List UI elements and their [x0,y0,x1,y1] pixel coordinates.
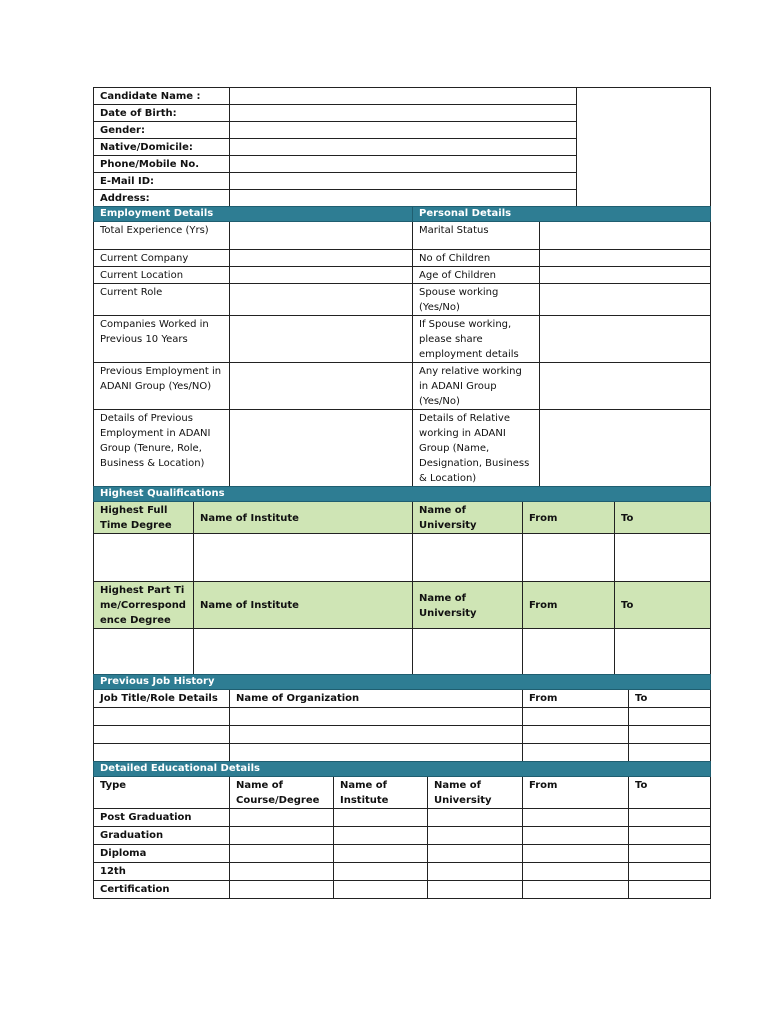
candidate-name-field[interactable] [230,88,577,105]
phone-field[interactable] [230,156,577,173]
edu-from-field[interactable] [523,845,629,863]
native-field[interactable] [230,139,577,156]
job-history-row [94,708,711,726]
edu-to-field[interactable] [629,827,711,845]
companies-worked-label: Companies Worked in Previous 10 Years [94,316,230,363]
edu-from-field[interactable] [523,809,629,827]
current-location-label: Current Location [94,267,230,284]
full-time-institute-field[interactable] [194,534,413,582]
marital-status-field[interactable] [540,222,711,250]
job-from-field[interactable] [523,726,629,744]
course-field[interactable] [230,827,334,845]
institute-field[interactable] [334,827,428,845]
highest-qualifications-header: Highest Qualifications [94,487,711,502]
part-time-degree-field[interactable] [94,629,194,675]
institute-field[interactable] [334,863,428,881]
part-time-university-label: Name of University [413,582,523,629]
candidate-form [93,87,710,899]
part-time-from-label: From [523,582,615,629]
job-to-field[interactable] [629,744,711,762]
job-history-row [94,726,711,744]
job-to-col-header: To [629,690,711,708]
organization-field[interactable] [230,744,523,762]
age-of-children-label: Age of Children [413,267,540,284]
edu-from-field[interactable] [523,863,629,881]
job-title-col-header: Job Title/Role Details [94,690,230,708]
current-role-field[interactable] [230,284,413,316]
marital-status-label: Marital Status [413,222,540,250]
spouse-employment-label: If Spouse working, please share employment details [413,316,540,363]
part-time-from-field[interactable] [523,629,615,675]
phone-label: Phone/Mobile No. [94,156,230,173]
education-row [94,863,711,881]
institute-field[interactable] [334,881,428,899]
post-graduation-label: Post Graduation [94,809,230,827]
edu-to-field[interactable] [629,845,711,863]
job-history-row [94,744,711,762]
age-of-children-field[interactable] [540,267,711,284]
university-field[interactable] [428,845,523,863]
full-time-university-field[interactable] [413,534,523,582]
no-of-children-field[interactable] [540,250,711,267]
certification-label: Certification [94,881,230,899]
section-header-row [94,207,711,222]
edu-from-field[interactable] [523,827,629,845]
full-time-degree-field[interactable] [94,534,194,582]
current-role-label: Current Role [94,284,230,316]
graduation-label: Graduation [94,827,230,845]
edu-from-field[interactable] [523,881,629,899]
edu-to-field[interactable] [629,863,711,881]
university-field[interactable] [428,863,523,881]
institute-col-header: Name of Institute [334,777,428,809]
previous-adani-employment-label: Previous Employment in ADANI Group (Yes/NO) [94,363,230,410]
full-time-to-field[interactable] [615,534,711,582]
spouse-working-field[interactable] [540,284,711,316]
no-of-children-label: No of Children [413,250,540,267]
type-col-header: Type [94,777,230,809]
job-title-field[interactable] [94,708,230,726]
organization-col-header: Name of Organization [230,690,523,708]
full-time-institute-label: Name of Institute [194,502,413,534]
job-to-field[interactable] [629,708,711,726]
qualifications-table [93,486,711,675]
email-field[interactable] [230,173,577,190]
gender-field[interactable] [230,122,577,139]
job-history-table [93,674,711,762]
job-from-col-header: From [523,690,629,708]
institute-field[interactable] [334,845,428,863]
university-field[interactable] [428,827,523,845]
previous-adani-employment-field[interactable] [230,363,413,410]
education-row [94,845,711,863]
organization-field[interactable] [230,726,523,744]
job-history-header: Previous Job History [94,675,711,690]
relative-details-field[interactable] [540,410,711,487]
total-experience-label: Total Experience (Yrs) [94,222,230,250]
relative-working-label: Any relative working in ADANI Group (Yes/No) [413,363,540,410]
edu-to-col-header: To [629,777,711,809]
course-col-header: Name of Course/Degree [230,777,334,809]
dob-field[interactable] [230,105,577,122]
total-experience-field[interactable] [230,222,413,250]
companies-worked-field[interactable] [230,316,413,363]
email-label: E-Mail ID: [94,173,230,190]
edu-to-field[interactable] [629,881,711,899]
relative-working-field[interactable] [540,363,711,410]
course-field[interactable] [230,809,334,827]
employment-details-header: Employment Details [94,207,413,222]
organization-field[interactable] [230,708,523,726]
personal-details-header: Personal Details [413,207,711,222]
relative-details-label: Details of Relative working in ADANI Group (Name, Designation, Business & Location) [413,410,540,487]
education-table [93,761,711,899]
job-title-field[interactable] [94,744,230,762]
education-header: Detailed Educational Details [94,762,711,777]
job-from-field[interactable] [523,744,629,762]
university-col-header: Name of University [428,777,523,809]
previous-adani-details-field[interactable] [230,410,413,487]
current-company-label: Current Company [94,250,230,267]
full-time-university-label: Name of University [413,502,523,534]
full-time-from-label: From [523,502,615,534]
previous-adani-details-label: Details of Previous Employment in ADANI Group (Tenure, Role, Business & Location) [94,410,230,487]
current-company-field[interactable] [230,250,413,267]
part-time-to-field[interactable] [615,629,711,675]
address-field[interactable] [230,190,577,207]
university-field[interactable] [428,809,523,827]
edu-from-col-header: From [523,777,629,809]
photo-box [577,88,711,207]
education-row [94,881,711,899]
course-field[interactable] [230,863,334,881]
candidate-name-label: Candidate Name : [94,88,230,105]
personal-info-table [93,87,711,207]
native-label: Native/Domicile: [94,139,230,156]
part-time-institute-field[interactable] [194,629,413,675]
university-field[interactable] [428,881,523,899]
part-time-to-label: To [615,582,711,629]
current-location-field[interactable] [230,267,413,284]
dob-label: Date of Birth: [94,105,230,122]
address-label: Address: [94,190,230,207]
twelfth-label: 12th [94,863,230,881]
job-title-field[interactable] [94,726,230,744]
gender-label: Gender: [94,122,230,139]
employment-personal-table [93,206,711,487]
spouse-employment-field[interactable] [540,316,711,363]
part-time-institute-label: Name of Institute [194,582,413,629]
job-to-field[interactable] [629,726,711,744]
institute-field[interactable] [334,809,428,827]
part-time-university-field[interactable] [413,629,523,675]
edu-to-field[interactable] [629,809,711,827]
diploma-label: Diploma [94,845,230,863]
spouse-working-label: Spouse working (Yes/No) [413,284,540,316]
full-time-to-label: To [615,502,711,534]
course-field[interactable] [230,845,334,863]
part-time-degree-label: Highest Part Time/Correspondence Degree [94,582,194,629]
full-time-from-field[interactable] [523,534,615,582]
full-time-degree-label: Highest Full Time Degree [94,502,194,534]
education-row [94,809,711,827]
course-field[interactable] [230,881,334,899]
job-from-field[interactable] [523,708,629,726]
education-row [94,827,711,845]
